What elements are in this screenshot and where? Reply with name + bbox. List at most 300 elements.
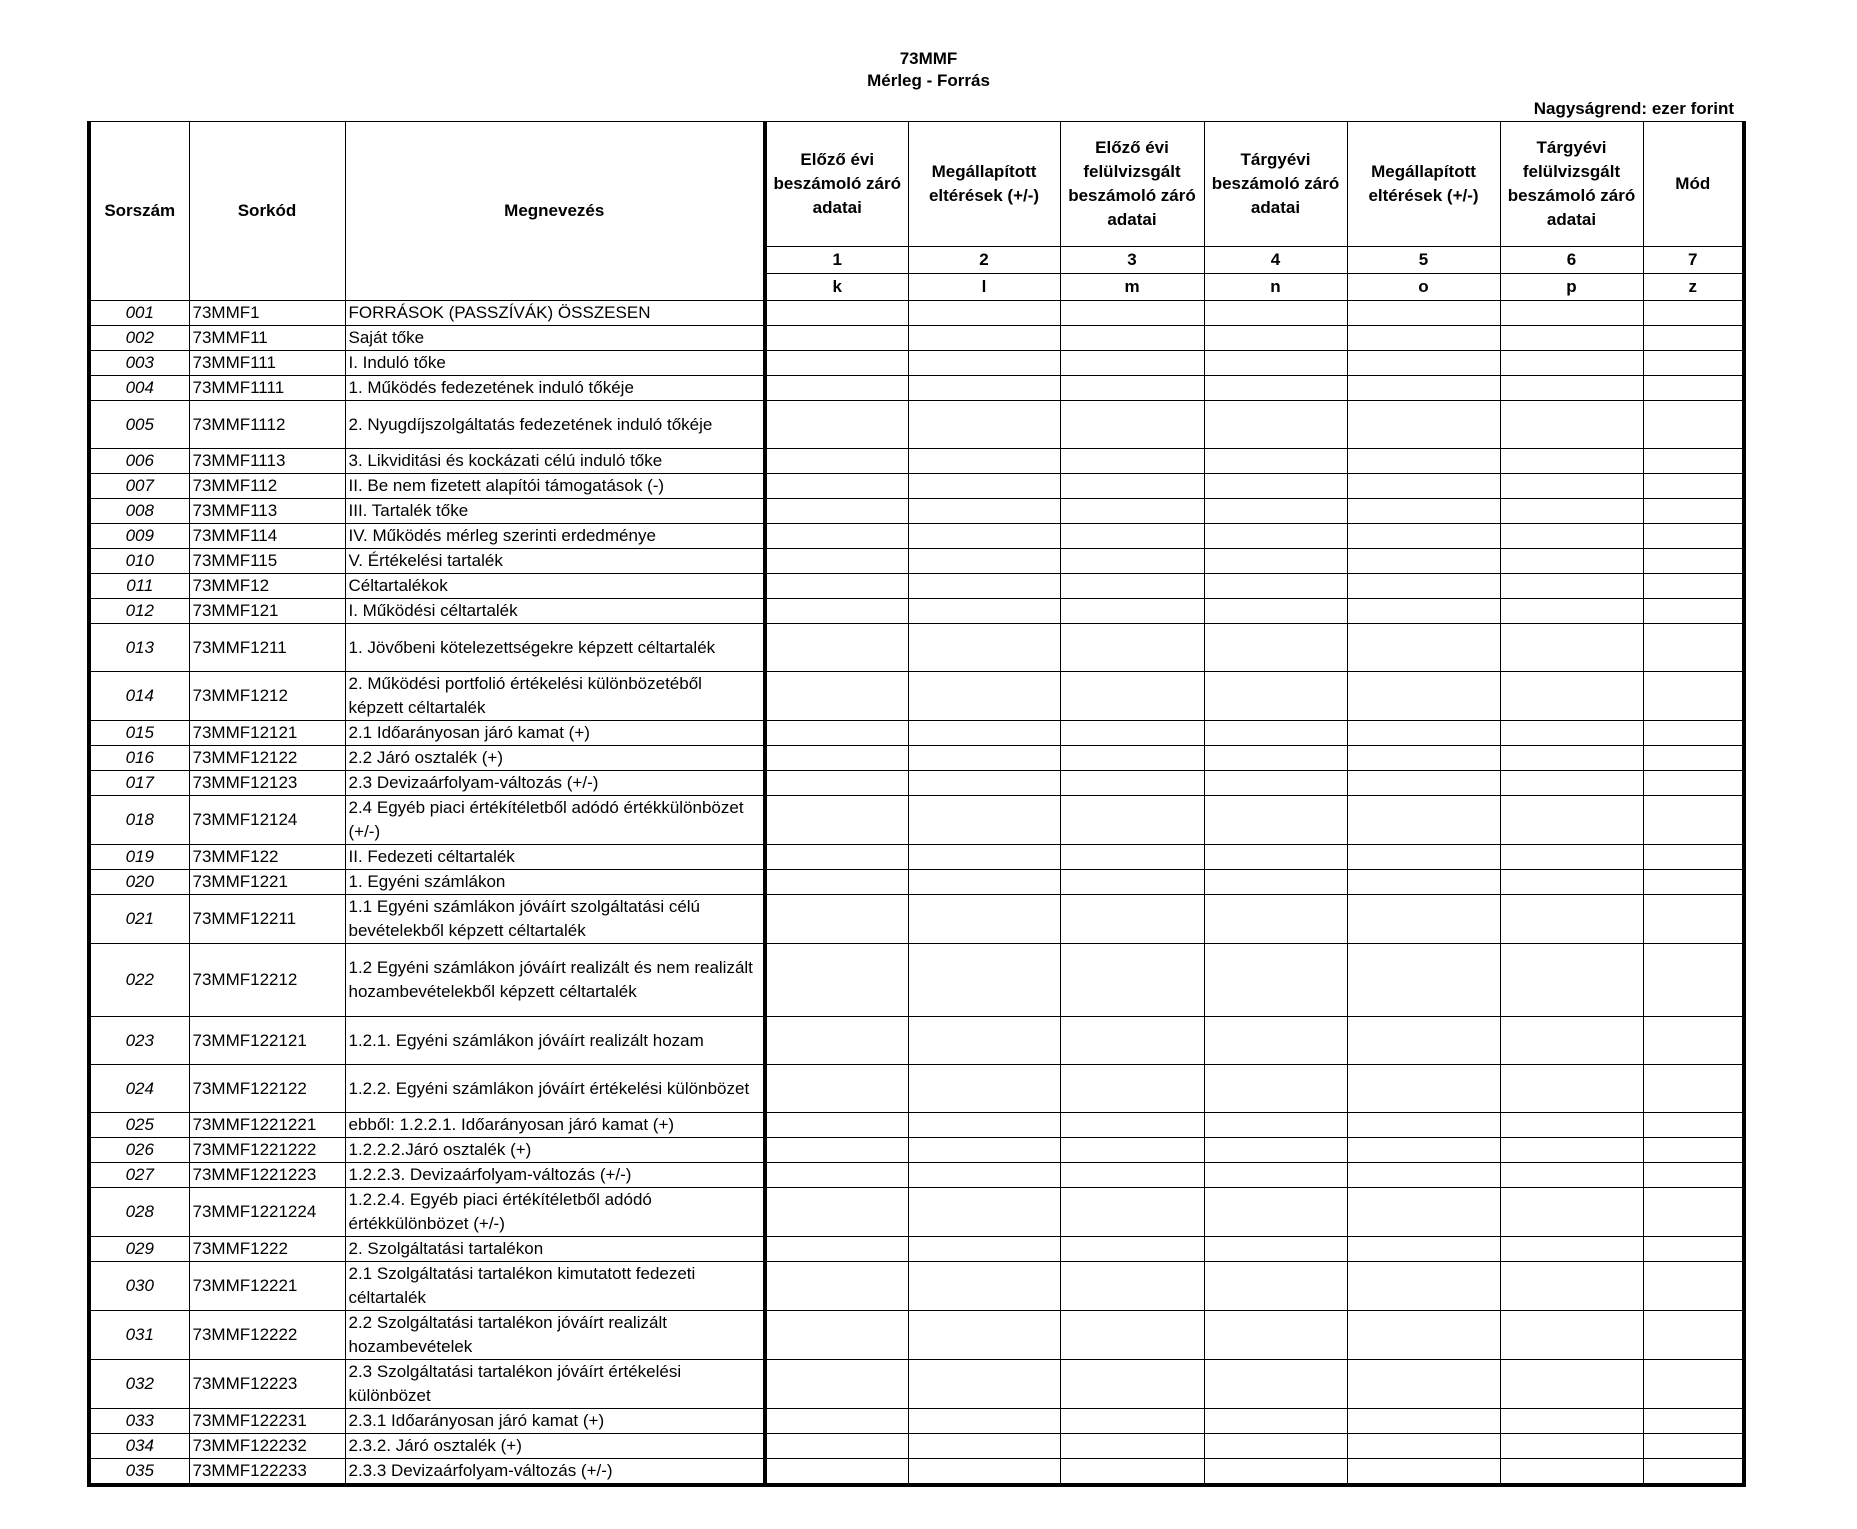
value-cell-col-7[interactable]	[1643, 1163, 1744, 1188]
value-cell-col-7[interactable]	[1643, 351, 1744, 376]
row-name: 2.1 Szolgáltatási tartalékon kimutatott fedezeti céltartalék	[345, 1262, 765, 1311]
value-cell-col-6[interactable]	[1500, 895, 1643, 944]
value-cell-col-4[interactable]	[1204, 524, 1347, 549]
value-cell-col-1[interactable]	[765, 870, 908, 895]
value-cell-col-3[interactable]	[1060, 549, 1204, 574]
value-cell-col-4[interactable]	[1204, 474, 1347, 499]
value-cell-col-2[interactable]	[908, 499, 1060, 524]
value-cell-col-7[interactable]	[1643, 574, 1744, 599]
row-code: 73MMF122	[189, 845, 345, 870]
value-cell-col-2[interactable]	[908, 326, 1060, 351]
value-cell-col-2[interactable]	[908, 351, 1060, 376]
value-cell-col-6[interactable]	[1500, 771, 1643, 796]
value-cell-col-2[interactable]	[908, 301, 1060, 326]
value-cell-col-7[interactable]	[1643, 721, 1744, 746]
value-cell-col-3[interactable]	[1060, 672, 1204, 721]
value-cell-col-2[interactable]	[908, 895, 1060, 944]
row-number: 016	[89, 746, 189, 771]
row-code: 73MMF115	[189, 549, 345, 574]
row-number: 019	[89, 845, 189, 870]
value-cell-col-5[interactable]	[1347, 1065, 1500, 1113]
value-cell-col-4[interactable]	[1204, 401, 1347, 449]
value-cell-col-4[interactable]	[1204, 672, 1347, 721]
value-cell-col-6[interactable]	[1500, 1017, 1643, 1065]
value-cell-col-7[interactable]	[1643, 474, 1744, 499]
value-cell-col-4[interactable]	[1204, 796, 1347, 845]
value-cell-col-4[interactable]	[1204, 1163, 1347, 1188]
value-cell-col-7[interactable]	[1643, 1138, 1744, 1163]
value-cell-col-2[interactable]	[908, 1188, 1060, 1237]
value-cell-col-5[interactable]	[1347, 1138, 1500, 1163]
value-cell-col-1[interactable]	[765, 1138, 908, 1163]
value-cell-col-6[interactable]	[1500, 672, 1643, 721]
table-row	[89, 672, 1744, 721]
table-row	[89, 1113, 1744, 1138]
value-cell-col-4[interactable]	[1204, 1360, 1347, 1409]
value-cell-col-4[interactable]	[1204, 1138, 1347, 1163]
row-name: 2.3.2. Járó osztalék (+)	[345, 1434, 765, 1459]
value-cell-col-6[interactable]	[1500, 1262, 1643, 1311]
value-cell-col-4[interactable]	[1204, 1311, 1347, 1360]
value-cell-col-6[interactable]	[1500, 599, 1643, 624]
value-cell-col-1[interactable]	[765, 524, 908, 549]
value-cell-col-3[interactable]	[1060, 301, 1204, 326]
value-cell-col-3[interactable]	[1060, 1360, 1204, 1409]
value-cell-col-3[interactable]	[1060, 574, 1204, 599]
value-cell-col-6[interactable]	[1500, 1113, 1643, 1138]
value-cell-col-6[interactable]	[1500, 845, 1643, 870]
value-cell-col-2[interactable]	[908, 1237, 1060, 1262]
value-cell-col-3[interactable]	[1060, 1188, 1204, 1237]
value-cell-col-2[interactable]	[908, 376, 1060, 401]
value-cell-col-7[interactable]	[1643, 624, 1744, 672]
value-cell-col-2[interactable]	[908, 449, 1060, 474]
value-cell-col-7[interactable]	[1643, 771, 1744, 796]
value-cell-col-6[interactable]	[1500, 1434, 1643, 1459]
row-number: 017	[89, 771, 189, 796]
value-cell-col-7[interactable]	[1643, 524, 1744, 549]
value-cell-col-6[interactable]	[1500, 351, 1643, 376]
value-cell-col-6[interactable]	[1500, 401, 1643, 449]
value-cell-col-7[interactable]	[1643, 1360, 1744, 1409]
value-cell-col-3[interactable]	[1060, 376, 1204, 401]
value-cell-col-4[interactable]	[1204, 376, 1347, 401]
value-cell-col-7[interactable]	[1643, 499, 1744, 524]
value-cell-col-5[interactable]	[1347, 449, 1500, 474]
row-number: 035	[89, 1459, 189, 1486]
value-cell-col-7[interactable]	[1643, 376, 1744, 401]
value-cell-col-2[interactable]	[908, 1434, 1060, 1459]
value-cell-col-7[interactable]	[1643, 944, 1744, 1017]
row-number: 023	[89, 1017, 189, 1065]
value-cell-col-4[interactable]	[1204, 870, 1347, 895]
value-cell-col-7[interactable]	[1643, 1017, 1744, 1065]
value-cell-col-3[interactable]	[1060, 1434, 1204, 1459]
value-cell-col-1[interactable]	[765, 895, 908, 944]
value-cell-col-4[interactable]	[1204, 624, 1347, 672]
value-cell-col-1[interactable]	[765, 1113, 908, 1138]
value-cell-col-5[interactable]	[1347, 1311, 1500, 1360]
value-cell-col-3[interactable]	[1060, 721, 1204, 746]
value-cell-col-5[interactable]	[1347, 1262, 1500, 1311]
value-cell-col-7[interactable]	[1643, 549, 1744, 574]
row-number: 002	[89, 326, 189, 351]
row-code: 73MMF1221221	[189, 1113, 345, 1138]
value-cell-col-4[interactable]	[1204, 1459, 1347, 1486]
value-cell-col-7[interactable]	[1643, 1237, 1744, 1262]
value-cell-col-2[interactable]	[908, 746, 1060, 771]
value-cell-col-1[interactable]	[765, 401, 908, 449]
value-cell-col-4[interactable]	[1204, 549, 1347, 574]
value-cell-col-7[interactable]	[1643, 326, 1744, 351]
value-cell-col-2[interactable]	[908, 870, 1060, 895]
value-cell-col-2[interactable]	[908, 1138, 1060, 1163]
value-cell-col-4[interactable]	[1204, 845, 1347, 870]
value-cell-col-4[interactable]	[1204, 771, 1347, 796]
value-cell-col-5[interactable]	[1347, 1237, 1500, 1262]
row-number: 033	[89, 1409, 189, 1434]
value-cell-col-4[interactable]	[1204, 499, 1347, 524]
value-cell-col-2[interactable]	[908, 796, 1060, 845]
value-cell-col-3[interactable]	[1060, 870, 1204, 895]
value-cell-col-1[interactable]	[765, 796, 908, 845]
value-cell-col-2[interactable]	[908, 1311, 1060, 1360]
value-cell-col-4[interactable]	[1204, 1188, 1347, 1237]
row-code: 73MMF122122	[189, 1065, 345, 1113]
value-cell-col-1[interactable]	[765, 1360, 908, 1409]
value-cell-col-6[interactable]	[1500, 746, 1643, 771]
value-cell-col-5[interactable]	[1347, 474, 1500, 499]
value-cell-col-3[interactable]	[1060, 401, 1204, 449]
row-number: 001	[89, 301, 189, 326]
value-cell-col-4[interactable]	[1204, 1237, 1347, 1262]
value-cell-col-5[interactable]	[1347, 1360, 1500, 1409]
value-cell-col-6[interactable]	[1500, 1459, 1643, 1486]
value-cell-col-7[interactable]	[1643, 870, 1744, 895]
unit-note: Nagyságrend: ezer forint	[1533, 99, 1734, 118]
table-row	[89, 326, 1744, 351]
value-cell-col-3[interactable]	[1060, 599, 1204, 624]
value-cell-col-5[interactable]	[1347, 1113, 1500, 1138]
row-name: 2.4 Egyéb piaci értékítéletből adódó értékkülönbözet (+/-)	[345, 796, 765, 845]
row-number: 024	[89, 1065, 189, 1113]
value-cell-col-2[interactable]	[908, 944, 1060, 1017]
value-cell-col-3[interactable]	[1060, 1237, 1204, 1262]
value-cell-col-1[interactable]	[765, 672, 908, 721]
value-cell-col-5[interactable]	[1347, 574, 1500, 599]
value-cell-col-3[interactable]	[1060, 1113, 1204, 1138]
value-cell-col-2[interactable]	[908, 1065, 1060, 1113]
value-cell-col-1[interactable]	[765, 1409, 908, 1434]
table-row	[89, 771, 1744, 796]
value-cell-col-7[interactable]	[1643, 599, 1744, 624]
value-cell-col-1[interactable]	[765, 326, 908, 351]
value-cell-col-7[interactable]	[1643, 1065, 1744, 1113]
value-cell-col-4[interactable]	[1204, 1113, 1347, 1138]
value-cell-col-1[interactable]	[765, 1434, 908, 1459]
row-code: 73MMF1112	[189, 401, 345, 449]
value-cell-col-6[interactable]	[1500, 499, 1643, 524]
value-cell-col-1[interactable]	[765, 624, 908, 672]
value-cell-col-5[interactable]	[1347, 524, 1500, 549]
value-cell-col-1[interactable]	[765, 474, 908, 499]
value-cell-col-6[interactable]	[1500, 624, 1643, 672]
value-cell-col-5[interactable]	[1347, 549, 1500, 574]
value-cell-col-2[interactable]	[908, 549, 1060, 574]
value-cell-col-1[interactable]	[765, 1017, 908, 1065]
value-cell-col-2[interactable]	[908, 1459, 1060, 1486]
row-code: 73MMF12123	[189, 771, 345, 796]
value-cell-col-3[interactable]	[1060, 944, 1204, 1017]
value-cell-col-4[interactable]	[1204, 1017, 1347, 1065]
value-cell-col-5[interactable]	[1347, 599, 1500, 624]
value-cell-col-2[interactable]	[908, 672, 1060, 721]
value-cell-col-1[interactable]	[765, 1459, 908, 1486]
value-cell-col-3[interactable]	[1060, 1262, 1204, 1311]
header-letter-3: m	[1060, 274, 1204, 301]
value-cell-col-5[interactable]	[1347, 672, 1500, 721]
value-cell-col-7[interactable]	[1643, 449, 1744, 474]
row-number: 027	[89, 1163, 189, 1188]
value-cell-col-3[interactable]	[1060, 624, 1204, 672]
value-cell-col-2[interactable]	[908, 624, 1060, 672]
value-cell-col-2[interactable]	[908, 1017, 1060, 1065]
value-cell-col-3[interactable]	[1060, 1065, 1204, 1113]
value-cell-col-2[interactable]	[908, 1113, 1060, 1138]
value-cell-col-3[interactable]	[1060, 1311, 1204, 1360]
value-cell-col-6[interactable]	[1500, 1138, 1643, 1163]
value-cell-col-6[interactable]	[1500, 301, 1643, 326]
header-num-4: 4	[1204, 247, 1347, 274]
value-cell-col-2[interactable]	[908, 474, 1060, 499]
value-cell-col-3[interactable]	[1060, 771, 1204, 796]
table-row	[89, 1311, 1744, 1360]
value-cell-col-1[interactable]	[765, 746, 908, 771]
value-cell-col-3[interactable]	[1060, 796, 1204, 845]
value-cell-col-4[interactable]	[1204, 1262, 1347, 1311]
value-cell-col-5[interactable]	[1347, 944, 1500, 1017]
value-cell-col-5[interactable]	[1347, 301, 1500, 326]
value-cell-col-5[interactable]	[1347, 1188, 1500, 1237]
value-cell-col-5[interactable]	[1347, 499, 1500, 524]
header-num-7: 7	[1643, 247, 1744, 274]
value-cell-col-3[interactable]	[1060, 499, 1204, 524]
value-cell-col-7[interactable]	[1643, 301, 1744, 326]
value-cell-col-3[interactable]	[1060, 351, 1204, 376]
value-cell-col-4[interactable]	[1204, 1065, 1347, 1113]
value-cell-col-7[interactable]	[1643, 1409, 1744, 1434]
value-cell-col-2[interactable]	[908, 401, 1060, 449]
value-cell-col-2[interactable]	[908, 524, 1060, 549]
value-cell-col-5[interactable]	[1347, 870, 1500, 895]
value-cell-col-5[interactable]	[1347, 746, 1500, 771]
value-cell-col-3[interactable]	[1060, 1017, 1204, 1065]
value-cell-col-6[interactable]	[1500, 870, 1643, 895]
value-cell-col-1[interactable]	[765, 1262, 908, 1311]
value-cell-col-3[interactable]	[1060, 845, 1204, 870]
value-cell-col-5[interactable]	[1347, 1434, 1500, 1459]
value-cell-col-5[interactable]	[1347, 326, 1500, 351]
row-number: 022	[89, 944, 189, 1017]
value-cell-col-1[interactable]	[765, 1188, 908, 1237]
value-cell-col-7[interactable]	[1643, 746, 1744, 771]
value-cell-col-4[interactable]	[1204, 895, 1347, 944]
value-cell-col-4[interactable]	[1204, 944, 1347, 1017]
value-cell-col-4[interactable]	[1204, 351, 1347, 376]
value-cell-col-1[interactable]	[765, 721, 908, 746]
value-cell-col-1[interactable]	[765, 351, 908, 376]
value-cell-col-5[interactable]	[1347, 771, 1500, 796]
row-number: 020	[89, 870, 189, 895]
value-cell-col-1[interactable]	[765, 1237, 908, 1262]
value-cell-col-6[interactable]	[1500, 376, 1643, 401]
table-row	[89, 1138, 1744, 1163]
value-cell-col-5[interactable]	[1347, 721, 1500, 746]
value-cell-col-7[interactable]	[1643, 1262, 1744, 1311]
value-cell-col-7[interactable]	[1643, 672, 1744, 721]
value-cell-col-4[interactable]	[1204, 574, 1347, 599]
value-cell-col-6[interactable]	[1500, 1360, 1643, 1409]
value-cell-col-4[interactable]	[1204, 326, 1347, 351]
row-name: I. Induló tőke	[345, 351, 765, 376]
value-cell-col-4[interactable]	[1204, 599, 1347, 624]
header-col-1: Előző évi beszámoló záró adatai	[765, 122, 908, 247]
value-cell-col-2[interactable]	[908, 1360, 1060, 1409]
value-cell-col-4[interactable]	[1204, 301, 1347, 326]
value-cell-col-6[interactable]	[1500, 721, 1643, 746]
value-cell-col-2[interactable]	[908, 1163, 1060, 1188]
value-cell-col-5[interactable]	[1347, 376, 1500, 401]
value-cell-col-5[interactable]	[1347, 1459, 1500, 1486]
value-cell-col-3[interactable]	[1060, 326, 1204, 351]
value-cell-col-7[interactable]	[1643, 1434, 1744, 1459]
value-cell-col-2[interactable]	[908, 845, 1060, 870]
header-sorszam: Sorszám	[89, 122, 189, 301]
value-cell-col-5[interactable]	[1347, 624, 1500, 672]
row-code: 73MMF1113	[189, 449, 345, 474]
value-cell-col-6[interactable]	[1500, 524, 1643, 549]
value-cell-col-4[interactable]	[1204, 1409, 1347, 1434]
value-cell-col-6[interactable]	[1500, 574, 1643, 599]
value-cell-col-5[interactable]	[1347, 845, 1500, 870]
row-code: 73MMF113	[189, 499, 345, 524]
value-cell-col-6[interactable]	[1500, 1065, 1643, 1113]
value-cell-col-7[interactable]	[1643, 1459, 1744, 1486]
value-cell-col-7[interactable]	[1643, 1188, 1744, 1237]
value-cell-col-5[interactable]	[1347, 895, 1500, 944]
value-cell-col-1[interactable]	[765, 1163, 908, 1188]
value-cell-col-6[interactable]	[1500, 796, 1643, 845]
value-cell-col-6[interactable]	[1500, 1311, 1643, 1360]
row-number: 014	[89, 672, 189, 721]
value-cell-col-3[interactable]	[1060, 474, 1204, 499]
value-cell-col-4[interactable]	[1204, 746, 1347, 771]
value-cell-col-3[interactable]	[1060, 449, 1204, 474]
row-name: Céltartalékok	[345, 574, 765, 599]
table-row	[89, 721, 1744, 746]
value-cell-col-5[interactable]	[1347, 796, 1500, 845]
value-cell-col-3[interactable]	[1060, 746, 1204, 771]
value-cell-col-7[interactable]	[1643, 1311, 1744, 1360]
value-cell-col-1[interactable]	[765, 449, 908, 474]
value-cell-col-6[interactable]	[1500, 1163, 1643, 1188]
table-row	[89, 845, 1744, 870]
value-cell-col-1[interactable]	[765, 771, 908, 796]
value-cell-col-4[interactable]	[1204, 721, 1347, 746]
value-cell-col-6[interactable]	[1500, 1188, 1643, 1237]
value-cell-col-1[interactable]	[765, 574, 908, 599]
row-name: 2. Működési portfolió értékelési különbözetéből képzett céltartalék	[345, 672, 765, 721]
value-cell-col-5[interactable]	[1347, 1409, 1500, 1434]
row-code: 73MMF12124	[189, 796, 345, 845]
value-cell-col-3[interactable]	[1060, 524, 1204, 549]
value-cell-col-2[interactable]	[908, 721, 1060, 746]
value-cell-col-2[interactable]	[908, 1409, 1060, 1434]
value-cell-col-6[interactable]	[1500, 1409, 1643, 1434]
value-cell-col-1[interactable]	[765, 499, 908, 524]
row-code: 73MMF1	[189, 301, 345, 326]
value-cell-col-5[interactable]	[1347, 1017, 1500, 1065]
value-cell-col-3[interactable]	[1060, 895, 1204, 944]
value-cell-col-4[interactable]	[1204, 1434, 1347, 1459]
value-cell-col-2[interactable]	[908, 574, 1060, 599]
value-cell-col-2[interactable]	[908, 771, 1060, 796]
value-cell-col-7[interactable]	[1643, 1113, 1744, 1138]
value-cell-col-7[interactable]	[1643, 895, 1744, 944]
row-code: 73MMF122233	[189, 1459, 345, 1486]
value-cell-col-3[interactable]	[1060, 1138, 1204, 1163]
value-cell-col-1[interactable]	[765, 1311, 908, 1360]
value-cell-col-5[interactable]	[1347, 401, 1500, 449]
value-cell-col-7[interactable]	[1643, 796, 1744, 845]
row-code: 73MMF12211	[189, 895, 345, 944]
value-cell-col-6[interactable]	[1500, 944, 1643, 1017]
value-cell-col-6[interactable]	[1500, 449, 1643, 474]
row-code: 73MMF1221223	[189, 1163, 345, 1188]
value-cell-col-3[interactable]	[1060, 1409, 1204, 1434]
value-cell-col-6[interactable]	[1500, 474, 1643, 499]
row-code: 73MMF12122	[189, 746, 345, 771]
row-code: 73MMF112	[189, 474, 345, 499]
value-cell-col-6[interactable]	[1500, 326, 1643, 351]
value-cell-col-7[interactable]	[1643, 401, 1744, 449]
value-cell-col-1[interactable]	[765, 301, 908, 326]
value-cell-col-6[interactable]	[1500, 549, 1643, 574]
value-cell-col-1[interactable]	[765, 845, 908, 870]
header-letter-6: p	[1500, 274, 1643, 301]
value-cell-col-5[interactable]	[1347, 351, 1500, 376]
value-cell-col-2[interactable]	[908, 599, 1060, 624]
row-code: 73MMF12223	[189, 1360, 345, 1409]
table-row	[89, 449, 1744, 474]
table-row	[89, 944, 1744, 1017]
value-cell-col-1[interactable]	[765, 944, 908, 1017]
value-cell-col-6[interactable]	[1500, 1237, 1643, 1262]
value-cell-col-2[interactable]	[908, 1262, 1060, 1311]
value-cell-col-7[interactable]	[1643, 845, 1744, 870]
value-cell-col-3[interactable]	[1060, 1459, 1204, 1486]
value-cell-col-1[interactable]	[765, 599, 908, 624]
value-cell-col-4[interactable]	[1204, 449, 1347, 474]
value-cell-col-1[interactable]	[765, 1065, 908, 1113]
value-cell-col-1[interactable]	[765, 376, 908, 401]
value-cell-col-3[interactable]	[1060, 1163, 1204, 1188]
row-name: 2.3.1 Időarányosan járó kamat (+)	[345, 1409, 765, 1434]
value-cell-col-1[interactable]	[765, 549, 908, 574]
value-cell-col-5[interactable]	[1347, 1163, 1500, 1188]
table-row	[89, 870, 1744, 895]
row-code: 73MMF1222	[189, 1237, 345, 1262]
